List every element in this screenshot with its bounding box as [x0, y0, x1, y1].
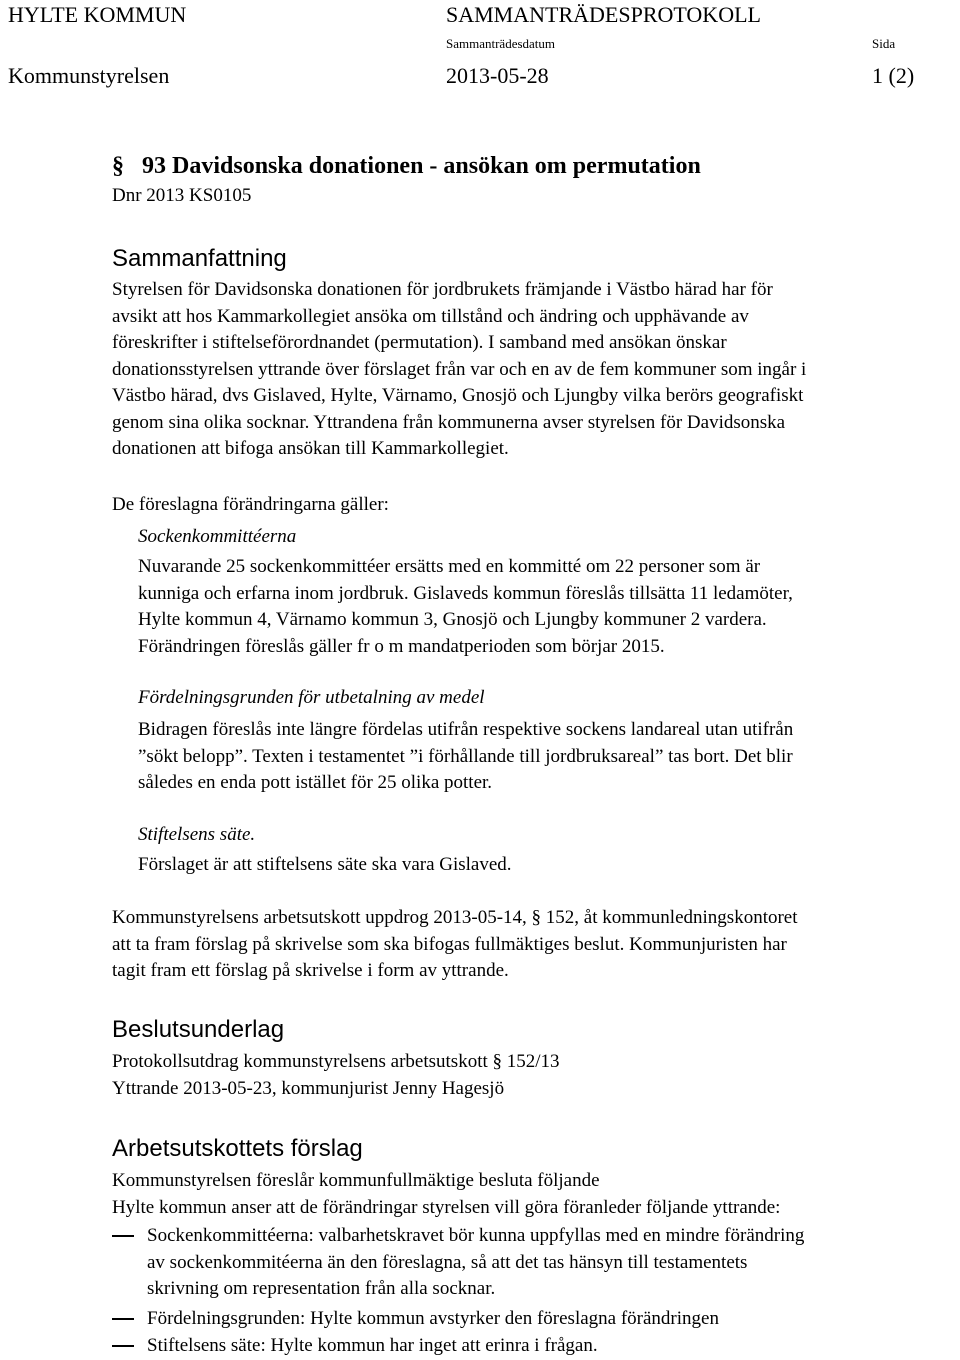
case-number: Dnr 2013 KS0105 [112, 185, 252, 206]
meeting-date: 2013-05-28 [446, 63, 549, 88]
decision-basis-heading: Beslutsunderlag [112, 1016, 285, 1043]
changes-intro: De föreslagna förändringarna gäller: [112, 494, 389, 515]
assignment-line: Kommunstyrelsens arbetsutskott uppdrog 2013-05-14, § 152, åt kommunledningskontoret [112, 907, 798, 928]
summary-line: föreskrifter i stiftelseförordnandet (permutation). I samband med ansökan önskar [112, 332, 727, 353]
summary-line: donationsstyrelsen yttrande över förslaget från var och en av de fem kommuner som ingår i [112, 358, 807, 380]
summary-line: Västbo härad, dvs Gislaved, Hylte, Värnamo, Gnosjö och Ljungby vilka berörs geografiskt [112, 385, 804, 406]
bullet-line: av sockenkommitéerna än den föreslagna, så att det tas hänsyn till testamentets [147, 1251, 748, 1273]
assignment-line: tagit fram ett förslag på skrivelse i form av yttrande. [112, 960, 509, 981]
section-line: Nuvarande 25 sockenkommittéer ersätts med en kommitté om 22 personer som är [138, 556, 761, 577]
section-line: således en enda pott istället för 25 olika potter. [138, 772, 493, 793]
summary-line: donationen att bifoga ansökan till Kammarkollegiet. [112, 438, 509, 459]
bullet-line: Sockenkommittéerna: valbarhetskravet bör kunna uppfyllas med en mindre förändring [147, 1225, 805, 1246]
document-type: SAMMANTRÄDESPROTOKOLL [446, 2, 761, 27]
municipality-name: HYLTE KOMMUN [8, 2, 187, 27]
basis-line: Protokollsutdrag kommunstyrelsens arbetsutskott § 152/13 [112, 1051, 560, 1072]
dash-bullet-icon [112, 1318, 134, 1320]
date-label: Sammanträdesdatum [446, 36, 556, 51]
item-title-text: 93 Davidsonska donationen - ansökan om permutation [142, 153, 701, 179]
section-title-distribution: Fördelningsgrunden för utbetalning av medel [138, 687, 485, 708]
bullet-line: Stiftelsens säte: Hylte kommun har inget att erinra i frågan. [147, 1335, 598, 1356]
proposal-bullet [112, 1306, 719, 1333]
proposal-line: Hylte kommun anser att de förändringar styrelsen vill göra föranleder följande yttrande: [112, 1196, 781, 1218]
section-text-seat [138, 852, 512, 879]
paragraph-sign: § [112, 153, 124, 179]
dash-bullet-icon [112, 1235, 134, 1237]
section-text-committees [138, 554, 793, 660]
assignment-line: att ta fram förslag på skrivelse som ska bifogas fullmäktiges beslut. Kommunjuristen har [112, 933, 787, 955]
proposal-bullet [112, 1223, 804, 1303]
section-line: Förändringen föreslås gäller fr o m mandatperioden som börjar 2015. [138, 635, 665, 657]
proposal-heading: Arbetsutskottets förslag [112, 1135, 363, 1162]
summary-line: genom sina olika socknar. Yttrandena från kommunerna avser styrelsen för Davidsonska [112, 411, 786, 433]
section-title-committees: Sockenkommittéerna [138, 526, 297, 547]
summary-line: Styrelsen för Davidsonska donationen för jordbrukets främjande i Västbo härad har för [112, 279, 773, 300]
proposal-line: Kommunstyrelsen föreslår kommunfullmäktige besluta följande [112, 1170, 600, 1191]
proposal-bullet [112, 1333, 598, 1360]
basis-line: Yttrande 2013-05-23, kommunjurist Jenny Hagesjö [112, 1077, 505, 1099]
committee-name: Kommunstyrelsen [8, 63, 170, 88]
summary-text [112, 277, 806, 463]
proposal-text [112, 1168, 780, 1221]
page-label: Sida [872, 36, 896, 51]
section-line: Förslaget är att stiftelsens säte ska vara Gislaved. [138, 854, 512, 875]
section-line: ”sökt belopp”. Texten i testamentet ”i förhållande till jordbruksareal” tas bort. Det blir [138, 745, 793, 767]
committee-assignment-text [112, 905, 798, 985]
section-title-seat: Stiftelsens säte. [138, 824, 256, 845]
page-number: 1 (2) [872, 63, 915, 88]
section-line: kunniga och erfarna inom jordbruk. Gislaveds kommun föreslås tillsätta 11 ledamöter, [138, 582, 793, 604]
dash-bullet-icon [112, 1345, 134, 1347]
section-text-distribution [138, 717, 793, 797]
summary-line: avsikt att hos Kammarkollegiet ansöka om tillstånd och ändring och upphävande av [112, 305, 749, 327]
item-title [112, 152, 701, 180]
bullet-line: Fördelningsgrunden: Hylte kommun avstyrker den föreslagna förändringen [147, 1308, 719, 1329]
summary-heading: Sammanfattning [112, 245, 287, 272]
section-line: Hylte kommun 4, Värnamo kommun 3, Gnosjö och Ljungby kommuner 2 vardera. [138, 609, 767, 630]
section-line: Bidragen föreslås inte längre fördelas utifrån respektive sockens landareal utan utifrån [138, 719, 794, 740]
bullet-line: skrivning om representation från alla socknar. [147, 1278, 496, 1299]
decision-basis-list [112, 1049, 560, 1102]
